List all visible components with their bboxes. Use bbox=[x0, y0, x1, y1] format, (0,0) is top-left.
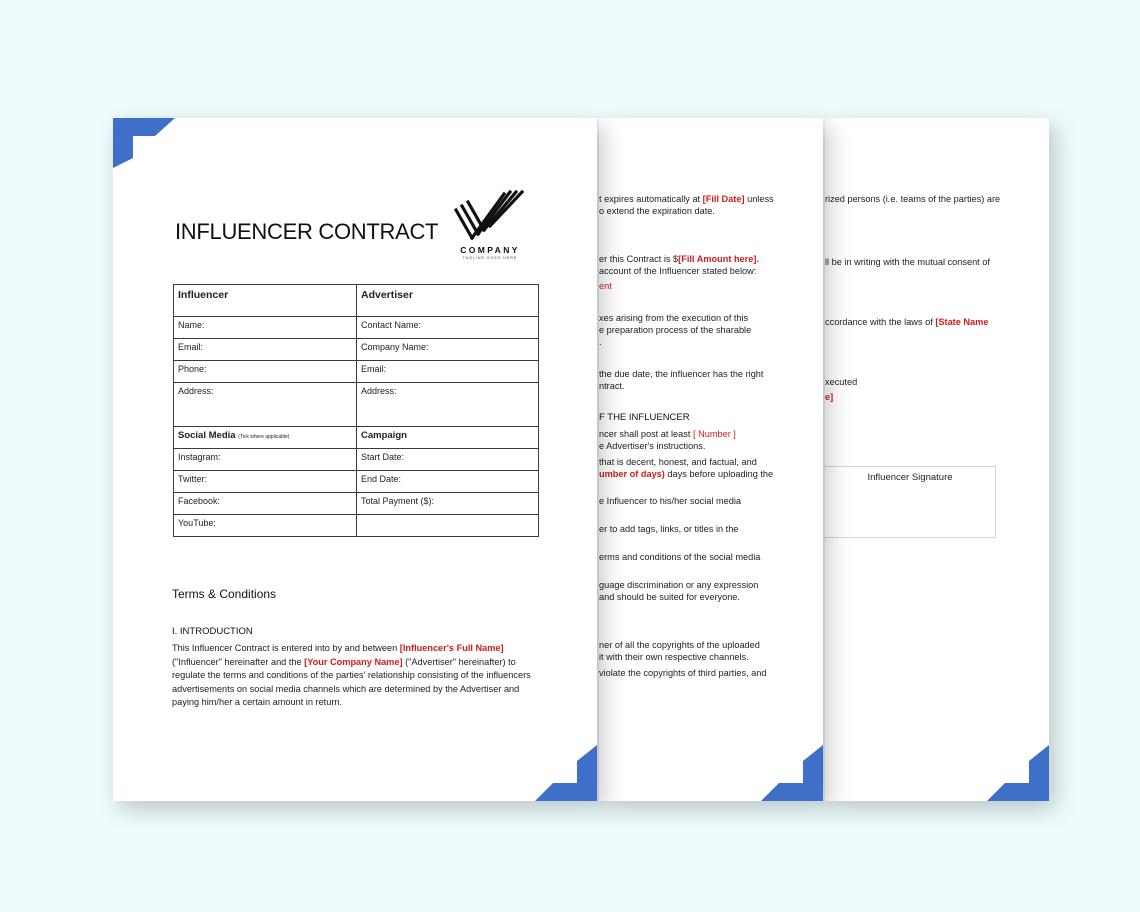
advertiser-header: Advertiser bbox=[357, 285, 539, 317]
page2-line: e preparation process of the sharable bbox=[599, 325, 752, 335]
page3-line: ccordance with the laws of [State Name bbox=[825, 317, 989, 327]
table-row bbox=[174, 427, 539, 449]
table-row bbox=[174, 339, 539, 361]
corner-decoration-icon bbox=[987, 745, 1049, 801]
page2-line: erms and conditions of the social media bbox=[599, 552, 761, 562]
instagram-field[interactable]: Instagram: bbox=[174, 449, 357, 471]
end-date-field[interactable]: End Date: bbox=[357, 471, 539, 493]
page3-line: xecuted bbox=[825, 377, 858, 387]
page3-line: ll be in writing with the mutual consent of bbox=[825, 257, 990, 267]
company-name-field[interactable]: Company Name: bbox=[357, 339, 539, 361]
page2-line: . bbox=[599, 337, 602, 347]
intro-paragraph: This Influencer Contract is entered into by and between [Influencer's Full Name] ("Influencer" hereinafter and the [Your Company Name] ("Advertiser" hereinafter) to regulate the terms and conditions of the parties' relationship consisting of the influencers advertisements on social media channels which are determined by the Advertiser and paying him/her a certain amount in return. bbox=[172, 643, 531, 708]
intro-heading: I. INTRODUCTION bbox=[172, 626, 253, 637]
page2-line: e Advertiser's instructions. bbox=[599, 441, 706, 451]
twitter-field[interactable]: Twitter: bbox=[174, 471, 357, 493]
company-name-placeholder: [Your Company Name] bbox=[304, 656, 403, 667]
influencer-name-placeholder: [Influencer's Full Name] bbox=[399, 643, 504, 653]
total-payment-field[interactable]: Total Payment ($): bbox=[357, 493, 539, 515]
company-logo-name: COMPANY bbox=[460, 245, 520, 255]
document-title: INFLUENCER CONTRACT bbox=[175, 219, 439, 244]
address-field[interactable]: Address: bbox=[174, 383, 357, 427]
corner-decoration-icon bbox=[761, 745, 823, 801]
page2-line: guage discrimination or any expression bbox=[599, 580, 759, 590]
table-row bbox=[174, 493, 539, 515]
page3-placeholder: e] bbox=[825, 392, 834, 402]
email-field[interactable]: Email: bbox=[174, 339, 357, 361]
contract-details-table bbox=[173, 284, 539, 537]
page2-line: o extend the expiration date. bbox=[599, 206, 715, 216]
advertiser-address-field[interactable]: Address: bbox=[357, 383, 539, 427]
page2-line: umber of days) days before uploading the bbox=[599, 469, 774, 479]
page3-line: rized persons (i.e. teams of the parties) are bbox=[825, 194, 1001, 204]
page2-line: it with their own respective channels. bbox=[599, 652, 749, 662]
page2-line: violate the copyrights of third parties, and bbox=[599, 668, 767, 678]
company-logo-tagline: TAGLINE GOES HERE bbox=[462, 256, 518, 260]
contact-name-field[interactable]: Contact Name: bbox=[357, 317, 539, 339]
empty-cell bbox=[357, 515, 539, 537]
table-row bbox=[174, 383, 539, 427]
page2-line: the due date, the influencer has the right bbox=[599, 369, 764, 379]
table-row bbox=[174, 449, 539, 471]
document-page-1 bbox=[113, 118, 597, 801]
page2-line: that is decent, honest, and factual, and bbox=[599, 457, 757, 467]
start-date-field[interactable]: Start Date: bbox=[357, 449, 539, 471]
page2-section-heading: F THE INFLUENCER bbox=[599, 412, 690, 423]
facebook-field[interactable]: Facebook: bbox=[174, 493, 357, 515]
corner-decoration-icon bbox=[535, 745, 597, 801]
influencer-header: Influencer bbox=[174, 285, 357, 317]
youtube-field[interactable]: YouTube: bbox=[174, 515, 357, 537]
table-row bbox=[174, 285, 539, 317]
page2-line: ntract. bbox=[599, 381, 625, 391]
page2-line: er to add tags, links, or titles in the bbox=[599, 524, 739, 534]
page2-placeholder: ent bbox=[599, 281, 612, 291]
corner-decoration-icon bbox=[113, 118, 175, 168]
page2-line: e Influencer to his/her social media bbox=[599, 496, 741, 506]
tick-note: (Tick where applicable) bbox=[238, 434, 290, 440]
document-page-3 bbox=[825, 118, 1049, 801]
page2-line: account of the Influencer stated below: bbox=[599, 266, 757, 276]
table-row bbox=[174, 361, 539, 383]
signature-label: Influencer Signature bbox=[867, 472, 953, 483]
social-media-header: Social Media (Tick where applicable) bbox=[174, 427, 357, 449]
terms-heading: Terms & Conditions bbox=[172, 587, 277, 601]
signature-box bbox=[825, 466, 996, 538]
table-row bbox=[174, 515, 539, 537]
page2-line: t expires automatically at [Fill Date] unless bbox=[599, 194, 774, 204]
page2-line: er this Contract is $[Fill Amount here]. bbox=[599, 254, 759, 264]
page2-line: and should be suited for everyone. bbox=[599, 592, 740, 602]
phone-field[interactable]: Phone: bbox=[174, 361, 357, 383]
page2-line: ner of all the copyrights of the uploaded bbox=[599, 640, 760, 650]
campaign-header: Campaign bbox=[357, 427, 539, 449]
name-field[interactable]: Name: bbox=[174, 317, 357, 339]
page2-line: xes arising from the execution of this bbox=[599, 313, 749, 323]
advertiser-email-field[interactable]: Email: bbox=[357, 361, 539, 383]
table-row bbox=[174, 317, 539, 339]
table-row bbox=[174, 471, 539, 493]
document-page-2 bbox=[599, 118, 823, 801]
page2-line: ncer shall post at least [ Number ] bbox=[599, 429, 736, 439]
